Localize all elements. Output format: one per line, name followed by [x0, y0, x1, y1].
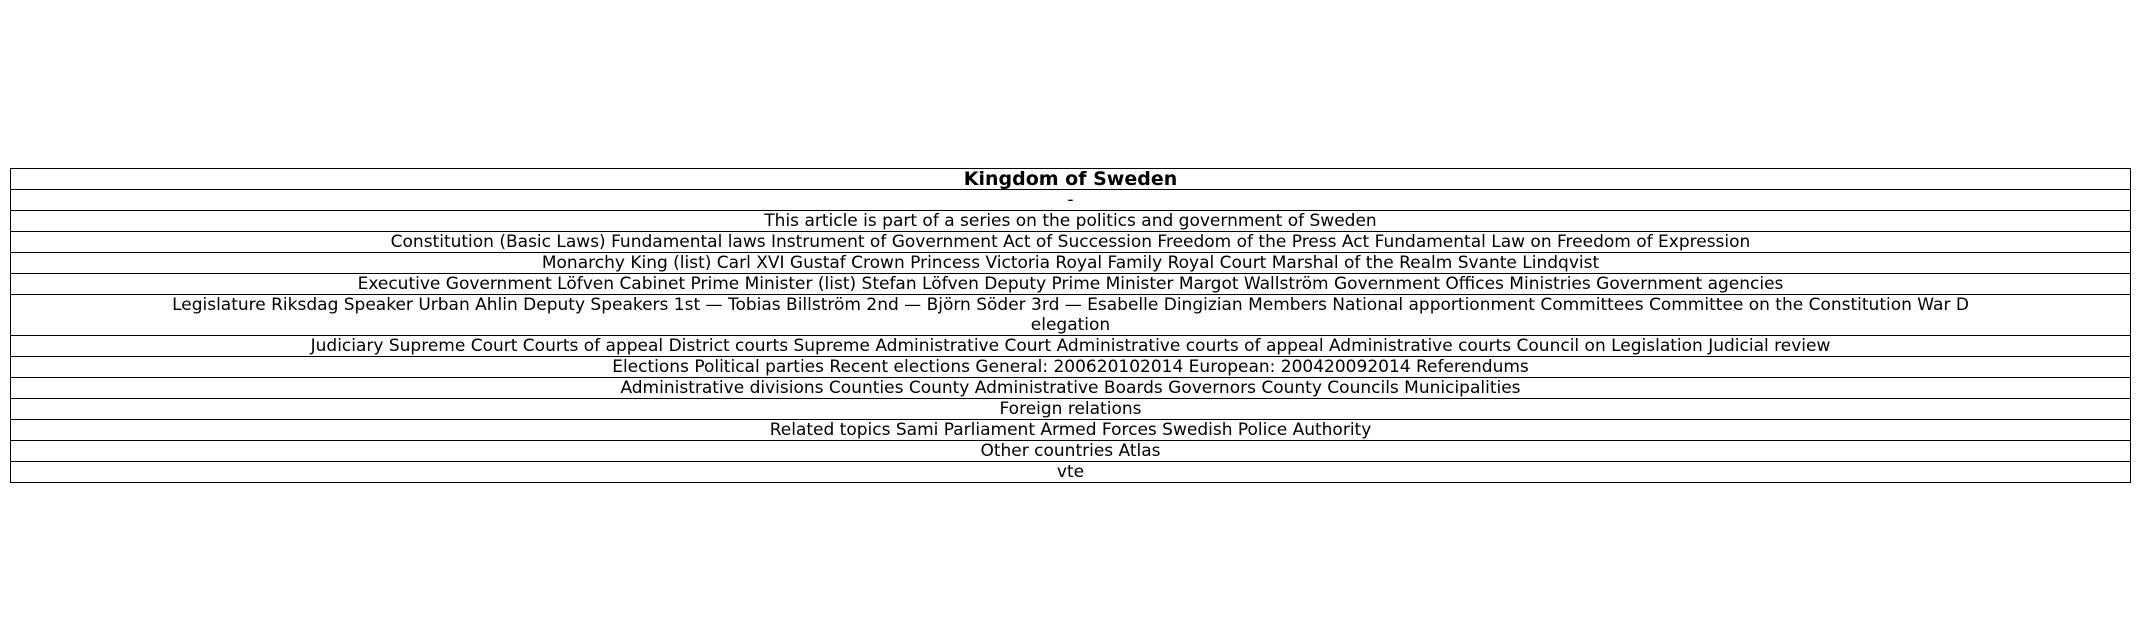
- constitution-cell[interactable]: Constitution (Basic Laws) Fundamental laws Instrument of Government Act of Succession Freedom of the Press Act Fundamental Law on Freedom of Expression: [11, 232, 2131, 253]
- navbox-row-vte: [11, 462, 2131, 483]
- navbox-row-legislature: [11, 295, 2131, 336]
- vte-links-cell[interactable]: vte: [11, 462, 2131, 483]
- navbox-row-monarchy: [11, 253, 2131, 274]
- navbox-row-judiciary: [11, 336, 2131, 357]
- navbox-row-elections: [11, 357, 2131, 378]
- navbox-row-administrative: [11, 378, 2131, 399]
- administrative-divisions-cell[interactable]: Administrative divisions Counties County Administrative Boards Governors County Councils Municipalities: [11, 378, 2131, 399]
- judiciary-cell[interactable]: Judiciary Supreme Court Courts of appeal District courts Supreme Administrative Court Administrative courts of appeal Administrative courts Council on Legislation Judicial review: [11, 336, 2131, 357]
- legislature-cell[interactable]: [11, 295, 2131, 336]
- navbox-row-separator: [11, 190, 2131, 211]
- legislature-text[interactable]: Legislature Riksdag Speaker Urban Ahlin Deputy Speakers 1st — Tobias Billström 2nd — Björn Söder 3rd — Esabelle Dingizian Members National apportionment Committees Committee on the Constitution War Delegation: [172, 295, 1969, 335]
- executive-cell[interactable]: Executive Government Löfven Cabinet Prime Minister (list) Stefan Löfven Deputy Prime Minister Margot Wallström Government Offices Ministries Government agencies: [11, 274, 2131, 295]
- navbox-title: Kingdom of Sweden: [11, 169, 2131, 190]
- monarchy-cell[interactable]: Monarchy King (list) Carl XVI Gustaf Crown Princess Victoria Royal Family Royal Court Marshal of the Realm Svante Lindqvist: [11, 253, 2131, 274]
- other-countries-cell[interactable]: Other countries Atlas: [11, 441, 2131, 462]
- navbox-row-related: [11, 420, 2131, 441]
- navbox-title-row: [11, 169, 2131, 190]
- navbox-row-intro: [11, 211, 2131, 232]
- navbox-row-other: [11, 441, 2131, 462]
- elections-cell[interactable]: Elections Political parties Recent elections General: 200620102014 European: 200420092014 Referendums: [11, 357, 2131, 378]
- series-intro-cell: This article is part of a series on the politics and government of Sweden: [11, 211, 2131, 232]
- related-topics-cell[interactable]: Related topics Sami Parliament Armed Forces Swedish Police Authority: [11, 420, 2131, 441]
- navbox-row-executive: [11, 274, 2131, 295]
- foreign-relations-cell[interactable]: Foreign relations: [11, 399, 2131, 420]
- navbox-row-constitution: [11, 232, 2131, 253]
- navbox-table: [10, 168, 2131, 483]
- navbox-row-foreign: [11, 399, 2131, 420]
- separator-cell: -: [11, 190, 2131, 211]
